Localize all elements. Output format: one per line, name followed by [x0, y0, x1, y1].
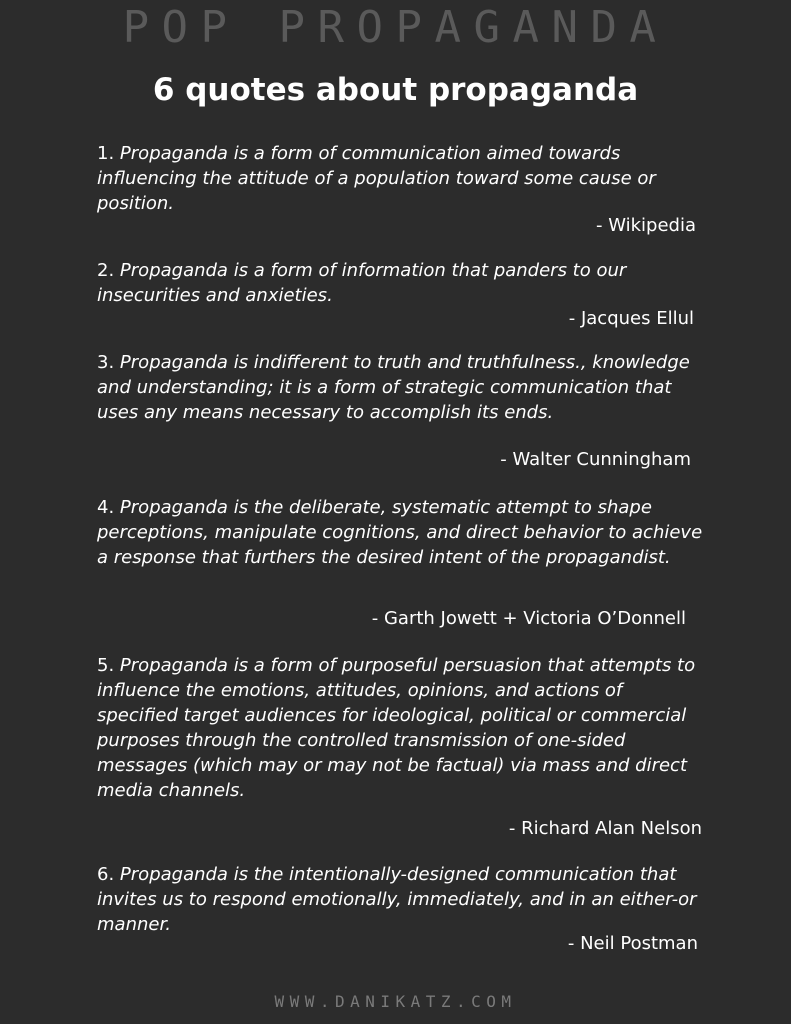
quote-text: Propaganda is a form of communication aimed towards influencing the attitude of a population toward some cause or position.	[97, 143, 656, 214]
quote-1	[97, 141, 707, 216]
quote-number: 6.	[97, 864, 115, 885]
page-title: 6 quotes about propaganda	[152, 72, 639, 108]
quote-text: Propaganda is a form of information that panders to our insecurities and anxieties.	[97, 260, 627, 306]
quote-2	[97, 258, 707, 308]
quote-number: 3.	[97, 352, 115, 373]
quote-4	[97, 495, 707, 570]
quote-number: 4.	[97, 497, 115, 518]
quote-text: Propaganda is indifferent to truth and truthfulness., knowledge and understanding; it is a form of strategic communication that uses any means necessary to accomplish its ends.	[97, 352, 690, 423]
quote-text: Propaganda is the intentionally-designed communication that invites us to respond emotionally, immediately, and in an either-or manner.	[97, 864, 697, 935]
quote-6	[97, 862, 707, 937]
quote-number: 1.	[97, 143, 115, 164]
quote-3	[97, 350, 707, 425]
quote-number: 5.	[97, 655, 115, 676]
quote-attribution: - Walter Cunningham	[500, 449, 691, 470]
quote-number: 2.	[97, 260, 115, 281]
quote-5	[97, 653, 707, 803]
quote-attribution: - Garth Jowett + Victoria O’Donnell	[371, 608, 686, 629]
quote-attribution: - Richard Alan Nelson	[508, 818, 702, 839]
quote-attribution: - Jacques Ellul	[568, 308, 694, 329]
quote-attribution: - Wikipedia	[595, 215, 696, 236]
quote-attribution: - Neil Postman	[567, 933, 698, 954]
quote-text: Propaganda is the deliberate, systematic attempt to shape perceptions, manipulate cognitions, and direct behavior to achieve a response that furthers the desired intent of the propagandist.	[97, 497, 703, 568]
website-url: WWW.DANIKATZ.COM	[274, 992, 517, 1011]
quote-text: Propaganda is a form of purposeful persuasion that attempts to influence the emotions, attitudes, opinions, and actions of specified target audiences for ideological, political or commercial purposes through the controlled transmission of one-sided messages (which may or may not be factual) via mass and direct media channels.	[97, 655, 696, 801]
brand-header: POP PROPAGANDA	[122, 2, 669, 53]
